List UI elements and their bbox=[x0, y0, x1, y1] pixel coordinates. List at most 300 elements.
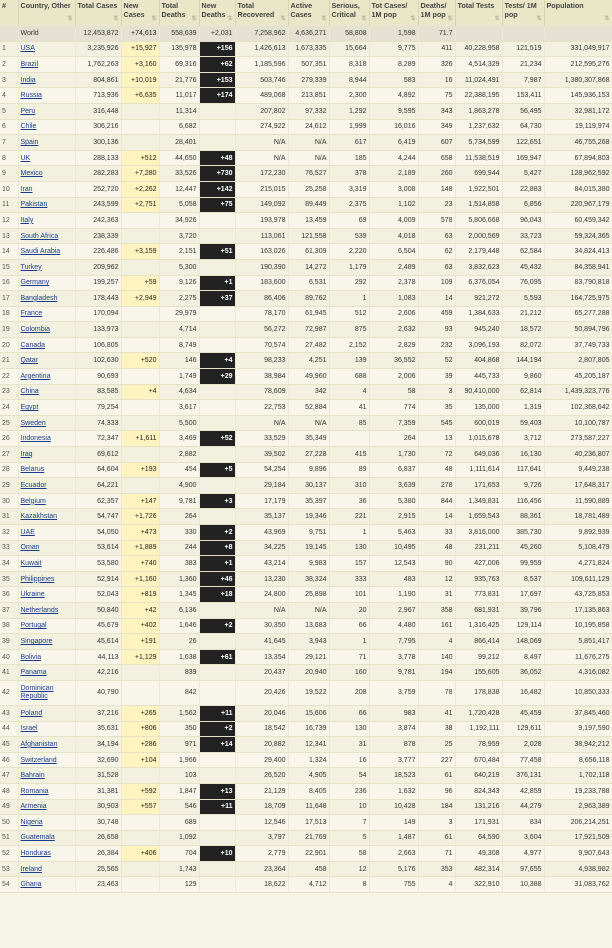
cell-index: 7 bbox=[0, 135, 18, 151]
country-link[interactable]: South Africa bbox=[20, 232, 59, 240]
cell-deaths-per-million: 326 bbox=[418, 57, 455, 73]
cell-country[interactable] bbox=[18, 493, 75, 509]
cell-population: 43,725,853 bbox=[544, 587, 612, 603]
cell-total-cases: 45,679 bbox=[75, 618, 121, 634]
country-link[interactable]: China bbox=[20, 388, 39, 396]
cell-tests-per-million: 834 bbox=[502, 815, 544, 831]
sort-icon[interactable]: ⇅ bbox=[447, 15, 453, 22]
country-link[interactable]: Sweden bbox=[20, 419, 46, 427]
country-link[interactable]: Canada bbox=[20, 341, 46, 349]
world-row bbox=[0, 26, 612, 41]
country-link[interactable]: Pakistan bbox=[20, 201, 48, 209]
cell-new-deaths: +52 bbox=[199, 431, 235, 447]
cell-total-tests: 1,192,111 bbox=[455, 721, 502, 737]
cell-new-cases: +4 bbox=[121, 384, 159, 400]
cell-country[interactable] bbox=[18, 525, 75, 541]
country-link[interactable]: Belgium bbox=[20, 497, 46, 505]
country-link[interactable]: Chile bbox=[20, 123, 37, 131]
country-link[interactable]: Indonesia bbox=[20, 435, 51, 443]
cell-total-tests: 824,343 bbox=[455, 783, 502, 799]
cell-total-tests: 1,316,425 bbox=[455, 618, 502, 634]
country-link[interactable]: Poland bbox=[20, 709, 43, 717]
col-header-country[interactable]: Country, Other ⇅ bbox=[18, 0, 75, 26]
cell-country[interactable] bbox=[18, 384, 75, 400]
cell-deaths-per-million: 358 bbox=[418, 602, 455, 618]
cell-cases-per-million: 983 bbox=[369, 705, 418, 721]
cell-total-tests: 1,237,632 bbox=[455, 119, 502, 135]
cell-total-deaths: 8,749 bbox=[159, 337, 199, 353]
country-link[interactable]: Brazil bbox=[20, 60, 39, 68]
cell-total-cases: 35,631 bbox=[75, 721, 121, 737]
cell-total-cases: 64,221 bbox=[75, 478, 121, 494]
table-row bbox=[0, 783, 612, 799]
cell-country[interactable] bbox=[18, 103, 75, 119]
cell-country[interactable] bbox=[18, 228, 75, 244]
cell-total-deaths: 29,979 bbox=[159, 306, 199, 322]
cell-country[interactable] bbox=[18, 431, 75, 447]
cell-total-recovered: 17,179 bbox=[235, 493, 288, 509]
cell-country[interactable] bbox=[18, 213, 75, 229]
sort-icon[interactable]: ⇅ bbox=[536, 15, 542, 22]
cell-cases-per-million: 5,380 bbox=[369, 493, 418, 509]
cell-new-cases: +402 bbox=[121, 618, 159, 634]
cell-new-cases: +806 bbox=[121, 721, 159, 737]
cell-new-cases: +193 bbox=[121, 462, 159, 478]
cell-deaths-per-million: 93 bbox=[418, 322, 455, 338]
cell-total-deaths: 1,749 bbox=[159, 369, 199, 385]
country-link[interactable]: Egypt bbox=[20, 404, 39, 412]
country-link[interactable]: Saudi Arabia bbox=[20, 248, 61, 256]
cell-new-cases: +1,726 bbox=[121, 509, 159, 525]
cell-index: 51 bbox=[0, 830, 18, 846]
cell-new-cases bbox=[121, 861, 159, 877]
cell-total-cases: 102,630 bbox=[75, 353, 121, 369]
cell-country[interactable] bbox=[18, 150, 75, 166]
cell-total-recovered: 43,214 bbox=[235, 556, 288, 572]
cell-serious-critical: 333 bbox=[329, 571, 369, 587]
cell-new-deaths bbox=[199, 322, 235, 338]
cell-index: 48 bbox=[0, 783, 18, 799]
cell-country[interactable] bbox=[18, 478, 75, 494]
cell-deaths-per-million: 48 bbox=[418, 540, 455, 556]
sort-icon[interactable]: ⇅ bbox=[113, 15, 119, 22]
cell-country[interactable] bbox=[18, 275, 75, 291]
cell-total-cases: 288,133 bbox=[75, 150, 121, 166]
cell-country[interactable] bbox=[18, 783, 75, 799]
cell-new-cases: +42 bbox=[121, 602, 159, 618]
cell-total-cases: 40,790 bbox=[75, 680, 121, 705]
cell-new-cases bbox=[121, 680, 159, 705]
cell-total-tests: 171,653 bbox=[455, 478, 502, 494]
cell-total-recovered: 215,015 bbox=[235, 181, 288, 197]
cell-serious-critical: 1,179 bbox=[329, 259, 369, 275]
cell-population: 212,595,276 bbox=[544, 57, 612, 73]
country-link[interactable]: UAE bbox=[20, 528, 35, 536]
cell-active-cases: 19,346 bbox=[288, 509, 329, 525]
cell-active-cases: 27,482 bbox=[288, 337, 329, 353]
cell-country[interactable] bbox=[18, 353, 75, 369]
col-header-population[interactable]: Population ⇅ bbox=[544, 0, 612, 26]
country-link[interactable]: Bahrain bbox=[20, 772, 45, 780]
cell-new-deaths: +2 bbox=[199, 618, 235, 634]
cell-deaths-per-million: 3 bbox=[418, 384, 455, 400]
table-row bbox=[0, 493, 612, 509]
country-link[interactable]: Armenia bbox=[20, 803, 47, 811]
cell-country[interactable] bbox=[18, 846, 75, 862]
cell-new-deaths: +11 bbox=[199, 799, 235, 815]
cell-total-cases: 52,043 bbox=[75, 587, 121, 603]
country-link[interactable]: Germany bbox=[20, 279, 50, 287]
cell-country[interactable] bbox=[18, 41, 75, 57]
cell-total-tests: 670,484 bbox=[455, 752, 502, 768]
cell-total-cases: 90,693 bbox=[75, 369, 121, 385]
cell-country[interactable] bbox=[18, 861, 75, 877]
cell-new-deaths bbox=[199, 509, 235, 525]
col-header-index[interactable]: # bbox=[0, 0, 18, 26]
cell-new-cases: +406 bbox=[121, 846, 159, 862]
cell-total-cases: 26,384 bbox=[75, 846, 121, 862]
cell-country[interactable] bbox=[18, 337, 75, 353]
country-link[interactable]: Netherlands bbox=[20, 606, 59, 614]
country-link[interactable]: Nigeria bbox=[20, 818, 43, 826]
cell-active-cases: 61,945 bbox=[288, 306, 329, 322]
cell-tests-per-million: 21,234 bbox=[502, 57, 544, 73]
cell-total-tests: 935,763 bbox=[455, 571, 502, 587]
sort-icon[interactable]: ⇅ bbox=[280, 15, 286, 22]
cell-population: 220,967,179 bbox=[544, 197, 612, 213]
cell-total-cases: 23,463 bbox=[75, 877, 121, 893]
country-link[interactable]: Spain bbox=[20, 138, 39, 146]
cell-country[interactable] bbox=[18, 135, 75, 151]
country-link[interactable]: Switzerland bbox=[20, 756, 57, 764]
cell-tests-per-million: 4,977 bbox=[502, 846, 544, 862]
cell-new-deaths: +48 bbox=[199, 150, 235, 166]
cell-country[interactable] bbox=[18, 571, 75, 587]
cell-population: 206,214,251 bbox=[544, 815, 612, 831]
cell-country[interactable] bbox=[18, 306, 75, 322]
sort-icon[interactable]: ⇅ bbox=[410, 15, 416, 22]
cell-total-tests: 681,931 bbox=[455, 602, 502, 618]
table-row bbox=[0, 721, 612, 737]
country-link[interactable]: Portugal bbox=[20, 622, 47, 630]
cell-total-deaths: 244 bbox=[159, 540, 199, 556]
cell-country[interactable] bbox=[18, 540, 75, 556]
cell-active-cases: 19,522 bbox=[288, 680, 329, 705]
country-link[interactable]: Bolivia bbox=[20, 653, 42, 661]
cell-country[interactable] bbox=[18, 244, 75, 260]
cell-tests-per-million: 5,427 bbox=[502, 166, 544, 182]
cell-country[interactable] bbox=[18, 166, 75, 182]
cell-new-deaths: +11 bbox=[199, 705, 235, 721]
cell-deaths-per-million: 607 bbox=[418, 135, 455, 151]
country-link[interactable]: Dominican Republic bbox=[20, 684, 54, 700]
country-link[interactable]: Honduras bbox=[20, 850, 51, 858]
table-row bbox=[0, 571, 612, 587]
cell-tests-per-million: 77,458 bbox=[502, 752, 544, 768]
cell-cases-per-million: 4,018 bbox=[369, 228, 418, 244]
country-link[interactable]: India bbox=[20, 76, 36, 84]
cell-index: 25 bbox=[0, 415, 18, 431]
cell-country[interactable] bbox=[18, 877, 75, 893]
country-link[interactable]: Qatar bbox=[20, 357, 39, 365]
cell-country[interactable] bbox=[18, 369, 75, 385]
cell-cases-per-million: 1,102 bbox=[369, 197, 418, 213]
col-header-total-tests[interactable]: Total Tests ⇅ bbox=[455, 0, 502, 26]
country-link[interactable]: USA bbox=[20, 45, 35, 53]
cell-cases-per-million: 5,176 bbox=[369, 861, 418, 877]
cell-country[interactable] bbox=[18, 181, 75, 197]
cell-new-cases: +191 bbox=[121, 634, 159, 650]
country-link[interactable]: Colombia bbox=[20, 326, 51, 334]
cell-total-tests: 1,111,614 bbox=[455, 462, 502, 478]
table-row bbox=[0, 103, 612, 119]
country-link[interactable]: Afghanistan bbox=[20, 740, 58, 748]
cell-total-tests: 600,019 bbox=[455, 415, 502, 431]
country-link[interactable]: Italy bbox=[20, 216, 34, 224]
table-row bbox=[0, 150, 612, 166]
sort-icon[interactable]: ⇅ bbox=[227, 15, 233, 22]
cell-total-deaths: 3,617 bbox=[159, 400, 199, 416]
cell-country[interactable] bbox=[18, 291, 75, 307]
country-link[interactable]: Guatemala bbox=[20, 834, 55, 842]
cell-total-cases: 238,339 bbox=[75, 228, 121, 244]
cell-new-deaths bbox=[199, 680, 235, 705]
cell-index: 9 bbox=[0, 166, 18, 182]
cell-country[interactable] bbox=[18, 462, 75, 478]
sort-icon[interactable]: ⇅ bbox=[321, 15, 327, 22]
cell-total-tests: 22,388,195 bbox=[455, 88, 502, 104]
cell-population: 9,449,238 bbox=[544, 462, 612, 478]
cell-new-cases bbox=[121, 447, 159, 463]
cell-total-tests: 99,212 bbox=[455, 649, 502, 665]
cell-serious-critical: 36 bbox=[329, 493, 369, 509]
country-link[interactable]: France bbox=[20, 310, 43, 318]
cell-country[interactable] bbox=[18, 737, 75, 753]
sort-icon[interactable]: ⇅ bbox=[604, 15, 610, 22]
country-link[interactable]: Belarus bbox=[20, 466, 45, 474]
cell-serious-critical: 310 bbox=[329, 478, 369, 494]
col-header-new-cases[interactable]: New Cases ⇅ bbox=[121, 0, 159, 26]
country-link[interactable]: Russia bbox=[20, 92, 42, 100]
country-link[interactable]: Peru bbox=[20, 107, 36, 115]
col-header-total-recovered[interactable]: Total Recovered ⇅ bbox=[235, 0, 288, 26]
country-link[interactable]: Iran bbox=[20, 185, 33, 193]
cell-country[interactable] bbox=[18, 400, 75, 416]
cell-total-recovered: 7,258,962 bbox=[235, 26, 288, 41]
cell-deaths-per-million: 13 bbox=[418, 431, 455, 447]
cell-total-tests: 1,863,278 bbox=[455, 103, 502, 119]
col-header-new-deaths[interactable]: New Deaths ⇅ bbox=[199, 0, 235, 26]
cell-active-cases: 1,324 bbox=[288, 752, 329, 768]
cell-index: 3 bbox=[0, 72, 18, 88]
cell-active-cases: 121,558 bbox=[288, 228, 329, 244]
cell-active-cases: 72,987 bbox=[288, 322, 329, 338]
cell-new-cases bbox=[121, 119, 159, 135]
country-link[interactable]: Romania bbox=[20, 787, 49, 795]
cell-new-cases: +15,927 bbox=[121, 41, 159, 57]
cell-country[interactable] bbox=[18, 57, 75, 73]
cell-country[interactable] bbox=[18, 587, 75, 603]
cell-total-deaths: 4,900 bbox=[159, 478, 199, 494]
cell-total-deaths: 1,638 bbox=[159, 649, 199, 665]
cell-country[interactable] bbox=[18, 259, 75, 275]
country-link[interactable]: Philippines bbox=[20, 575, 55, 583]
country-link[interactable]: Israel bbox=[20, 725, 38, 733]
cell-serious-critical: 12 bbox=[329, 861, 369, 877]
country-link[interactable]: Singapore bbox=[20, 637, 53, 645]
col-header-total-deaths[interactable]: Total Deaths ⇅ bbox=[159, 0, 199, 26]
cell-tests-per-million: 153,411 bbox=[502, 88, 544, 104]
table-row bbox=[0, 228, 612, 244]
country-link[interactable]: Kuwait bbox=[20, 559, 42, 567]
cell-serious-critical: 157 bbox=[329, 556, 369, 572]
country-link[interactable]: Ecuador bbox=[20, 482, 47, 490]
cell-population: 109,611,129 bbox=[544, 571, 612, 587]
col-header-tests-per-million[interactable]: Tests/ 1M pop ⇅ bbox=[502, 0, 544, 26]
table-row bbox=[0, 705, 612, 721]
cell-total-deaths: 146 bbox=[159, 353, 199, 369]
col-header-active-cases[interactable]: Active Cases ⇅ bbox=[288, 0, 329, 26]
country-link[interactable]: Kazakhstan bbox=[20, 513, 58, 521]
cell-country[interactable] bbox=[18, 322, 75, 338]
sort-icon[interactable]: ⇅ bbox=[361, 15, 367, 22]
world-label: World bbox=[20, 29, 39, 37]
cell-deaths-per-million: 78 bbox=[418, 680, 455, 705]
cell-country[interactable] bbox=[18, 799, 75, 815]
cell-country[interactable] bbox=[18, 72, 75, 88]
cell-population: 84,358,941 bbox=[544, 259, 612, 275]
col-header-cases-per-million[interactable]: Tot Cases/ 1M pop ⇅ bbox=[369, 0, 418, 26]
cell-country[interactable] bbox=[18, 815, 75, 831]
cell-total-tests: 90,410,000 bbox=[455, 384, 502, 400]
cell-total-deaths: 1,345 bbox=[159, 587, 199, 603]
cell-new-deaths: +10 bbox=[199, 846, 235, 862]
country-link[interactable]: Argentina bbox=[20, 372, 51, 380]
country-link[interactable]: UK bbox=[20, 154, 31, 162]
cell-serious-critical: 58,808 bbox=[329, 26, 369, 41]
cell-total-recovered: 35,137 bbox=[235, 509, 288, 525]
cell-country[interactable] bbox=[18, 618, 75, 634]
cell-new-deaths bbox=[199, 228, 235, 244]
cell-serious-critical: 688 bbox=[329, 369, 369, 385]
table-row bbox=[0, 400, 612, 416]
table-row bbox=[0, 213, 612, 229]
cell-active-cases: 13,459 bbox=[288, 213, 329, 229]
cell-country[interactable] bbox=[18, 415, 75, 431]
country-link[interactable]: Ukraine bbox=[20, 591, 45, 599]
cell-total-tests: 3,832,623 bbox=[455, 259, 502, 275]
country-link[interactable]: Ireland bbox=[20, 865, 42, 873]
cell-active-cases: 9,983 bbox=[288, 556, 329, 572]
cell-total-deaths: 1,092 bbox=[159, 830, 199, 846]
cell-country[interactable] bbox=[18, 721, 75, 737]
cell-new-cases: +7,280 bbox=[121, 166, 159, 182]
sort-icon[interactable]: ⇅ bbox=[191, 15, 197, 22]
cell-country[interactable] bbox=[18, 197, 75, 213]
cell-country[interactable] bbox=[18, 768, 75, 784]
cell-country[interactable] bbox=[18, 509, 75, 525]
cell-active-cases: 22,901 bbox=[288, 846, 329, 862]
cell-total-cases: 242,363 bbox=[75, 213, 121, 229]
cell-tests-per-million: 169,947 bbox=[502, 150, 544, 166]
cell-active-cases: 25,258 bbox=[288, 181, 329, 197]
cell-active-cases: 97,332 bbox=[288, 103, 329, 119]
col-header-serious-critical[interactable]: Serious, Critical ⇅ bbox=[329, 0, 369, 26]
sort-icon[interactable]: ⇅ bbox=[151, 15, 157, 22]
sort-icon[interactable]: ⇅ bbox=[494, 15, 500, 22]
cell-cases-per-million: 16,016 bbox=[369, 119, 418, 135]
col-header-deaths-per-million[interactable]: Deaths/ 1M pop ⇅ bbox=[418, 0, 455, 26]
col-header-total-cases[interactable]: Total Cases ⇅ bbox=[75, 0, 121, 26]
cell-country[interactable] bbox=[18, 680, 75, 705]
cell-cases-per-million: 58 bbox=[369, 384, 418, 400]
country-link[interactable]: Iraq bbox=[20, 450, 33, 458]
cell-new-cases bbox=[121, 322, 159, 338]
cell-total-recovered: 3,797 bbox=[235, 830, 288, 846]
cell-new-cases: +557 bbox=[121, 799, 159, 815]
cell-total-deaths: 839 bbox=[159, 665, 199, 681]
country-link[interactable]: Bangladesh bbox=[20, 294, 58, 302]
country-link[interactable]: Turkey bbox=[20, 263, 42, 271]
cell-total-recovered: 18,622 bbox=[235, 877, 288, 893]
cell-population: 164,725,975 bbox=[544, 291, 612, 307]
cell-tests-per-million: 96,043 bbox=[502, 213, 544, 229]
cell-country[interactable] bbox=[18, 634, 75, 650]
cell-deaths-per-million: 4 bbox=[418, 634, 455, 650]
cell-cases-per-million: 483 bbox=[369, 571, 418, 587]
cell-tests-per-million: 376,131 bbox=[502, 768, 544, 784]
cell-country[interactable] bbox=[18, 665, 75, 681]
cell-total-deaths: 383 bbox=[159, 556, 199, 572]
cell-country[interactable] bbox=[18, 602, 75, 618]
cell-country[interactable] bbox=[18, 88, 75, 104]
cell-country[interactable] bbox=[18, 119, 75, 135]
cell-new-cases bbox=[121, 228, 159, 244]
cell-country[interactable] bbox=[18, 556, 75, 572]
country-link[interactable]: Ghana bbox=[20, 881, 42, 889]
country-link[interactable]: Mexico bbox=[20, 170, 43, 178]
cell-serious-critical: 139 bbox=[329, 353, 369, 369]
cell-tests-per-million: 5,593 bbox=[502, 291, 544, 307]
cell-total-tests: 921,272 bbox=[455, 291, 502, 307]
cell-tests-per-million: 117,641 bbox=[502, 462, 544, 478]
cell-new-cases bbox=[121, 768, 159, 784]
cell-country[interactable] bbox=[18, 705, 75, 721]
cell-total-tests: 649,036 bbox=[455, 447, 502, 463]
country-link[interactable]: Oman bbox=[20, 544, 40, 552]
cell-cases-per-million: 6,419 bbox=[369, 135, 418, 151]
cell-total-deaths: 5,500 bbox=[159, 415, 199, 431]
cell-new-deaths bbox=[199, 213, 235, 229]
cell-new-cases: +2,751 bbox=[121, 197, 159, 213]
cell-serious-critical: 41 bbox=[329, 400, 369, 416]
cell-total-tests: 135,000 bbox=[455, 400, 502, 416]
table-row bbox=[0, 415, 612, 431]
cell-cases-per-million: 2,378 bbox=[369, 275, 418, 291]
table-row bbox=[0, 353, 612, 369]
cell-total-cases: 25,565 bbox=[75, 861, 121, 877]
cell-country[interactable] bbox=[18, 447, 75, 463]
country-link[interactable]: Panama bbox=[20, 669, 47, 677]
cell-country[interactable] bbox=[18, 649, 75, 665]
cell-country[interactable] bbox=[18, 752, 75, 768]
cell-country[interactable] bbox=[18, 830, 75, 846]
sort-icon[interactable]: ⇅ bbox=[67, 15, 73, 22]
cell-total-recovered: 193,978 bbox=[235, 213, 288, 229]
table-row bbox=[0, 877, 612, 893]
cell-population: 32,981,172 bbox=[544, 103, 612, 119]
cell-cases-per-million: 6,504 bbox=[369, 244, 418, 260]
